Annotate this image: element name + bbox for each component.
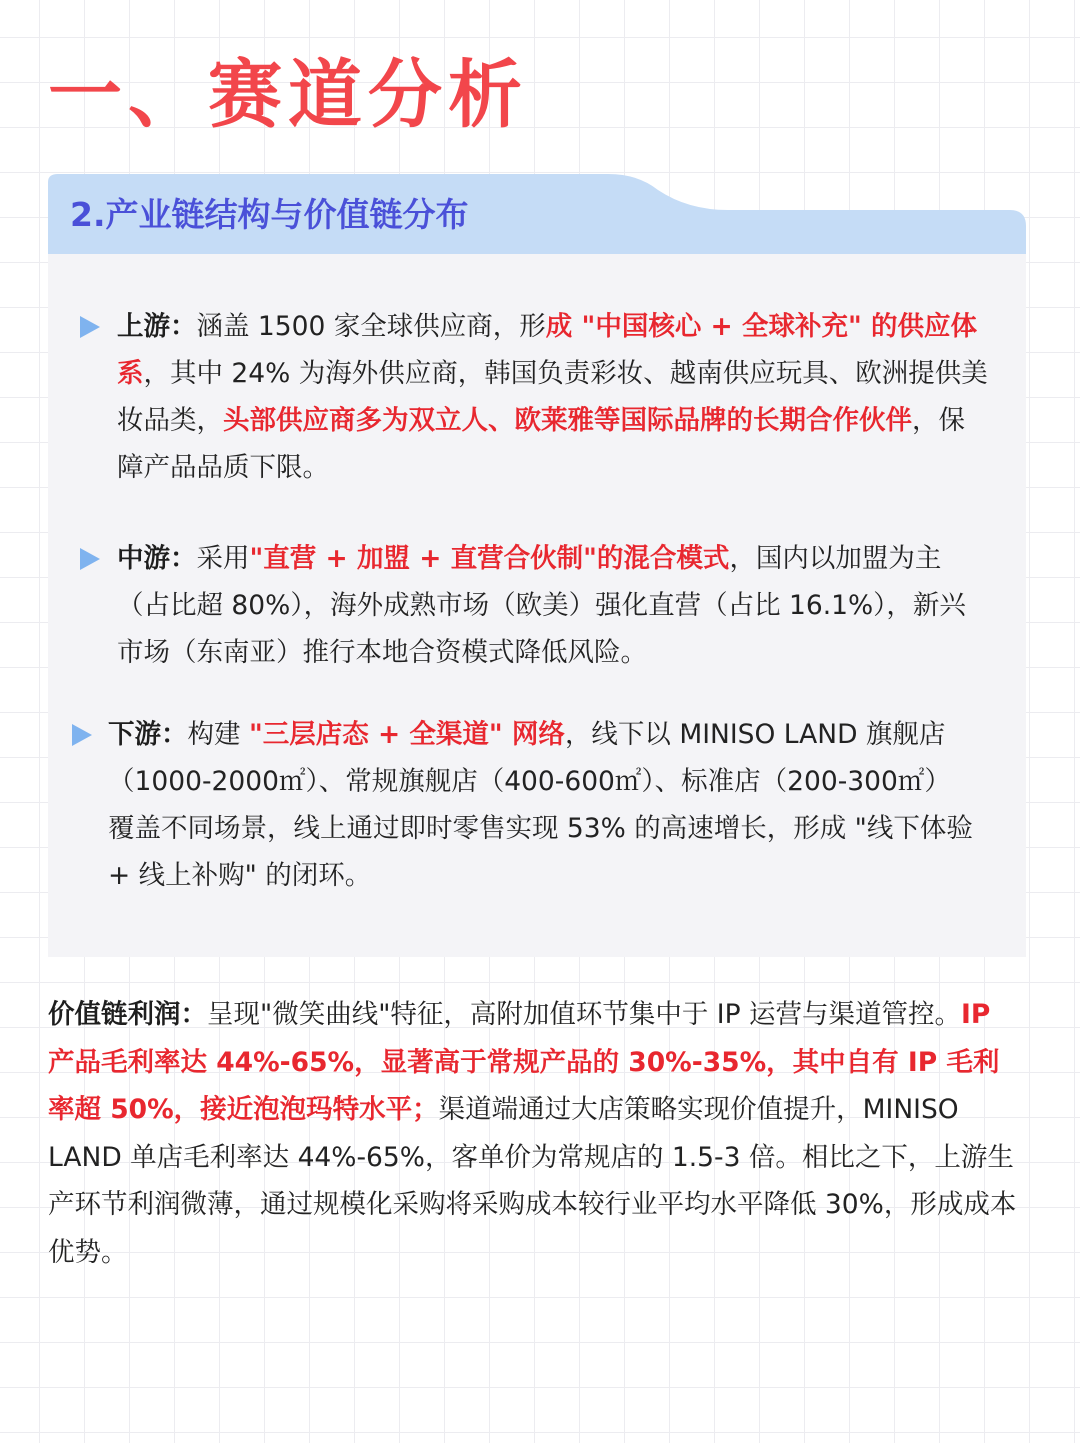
value-chain-paragraph [48,991,1023,1276]
section-title: 2.产业链结构与价值链分布 [70,195,469,234]
upstream-label: 上游 [117,311,170,342]
upstream-paragraph [117,303,989,491]
value-chain-text-2: 渠道端通过大店策略实现价值提升，MINISO LAND 单店毛利率达 44%-65%，客单价为常规店的 1.5-3 倍。相比之下，上游生产环节利润微薄，通过规模化采购将采购成本较行业平均水平降低 30%，形成成本优势。 [48,1094,1017,1268]
midstream-label: 中游 [117,543,170,574]
upstream-text-2: ，其中 24% 为海外供应商，韩国负责彩妆、越南供应玩具、欧洲提供美妆品类， [117,358,988,436]
midstream-text-1: 采用 [196,543,250,574]
downstream-label: 下游 [108,719,161,750]
upstream-colon: ： [170,311,197,342]
midstream-paragraph [117,535,979,676]
value-chain-label: 价值链利润 [48,999,181,1030]
page-title: 一、赛道分析 [48,52,528,138]
upstream-bullet-icon [80,316,100,338]
midstream-text-2: ，国内以加盟为主（占比超 80%），海外成熟市场（欧美）强化直营（占比 16.1%），新兴市场（东南亚）推行本地合资模式降低风险。 [117,543,966,668]
downstream-colon: ： [161,719,188,750]
downstream-highlight-1: "三层店态 + 全渠道" 网络 [248,719,565,750]
downstream-bullet-icon [72,724,92,746]
upstream-text-1: 涵盖 1500 家全球供应商，形 [196,311,546,342]
value-chain-text-1: 呈现"微笑曲线"特征，高附加值环节集中于 IP 运营与渠道管控。 [207,999,962,1030]
value-chain-highlight: IP 产品毛利率达 44%-65%，显著高于常规产品的 30%-35%，其中自有 IP 毛利率超 50%，接近泡泡玛特水平； [48,999,1000,1125]
downstream-text-2: ，线下以 MINISO LAND 旗舰店（1000-2000㎡）、常规旗舰店（400-600㎡）、标准店（200-300㎡）覆盖不同场景，线上通过即时零售实现 53% 的高速增长，形成 "线下体验 + 线上补购" 的闭环。 [108,719,973,891]
downstream-paragraph [108,711,976,899]
upstream-highlight-1: 成 "中国核心 + 全球补充" 的供应体系 [117,311,978,389]
upstream-text-3: ，保障产品品质下限。 [117,405,965,483]
downstream-text-1: 构建 [187,719,249,750]
section-header-tab [48,174,1026,254]
midstream-colon: ： [170,543,197,574]
value-chain-colon: ： [180,999,207,1030]
upstream-highlight-2: 头部供应商多为双立人、欧莱雅等国际品牌的长期合作伙伴 [223,405,912,436]
midstream-highlight-1: "直营 + 加盟 + 直营合伙制"的混合模式 [249,543,730,574]
midstream-bullet-icon [80,548,100,570]
